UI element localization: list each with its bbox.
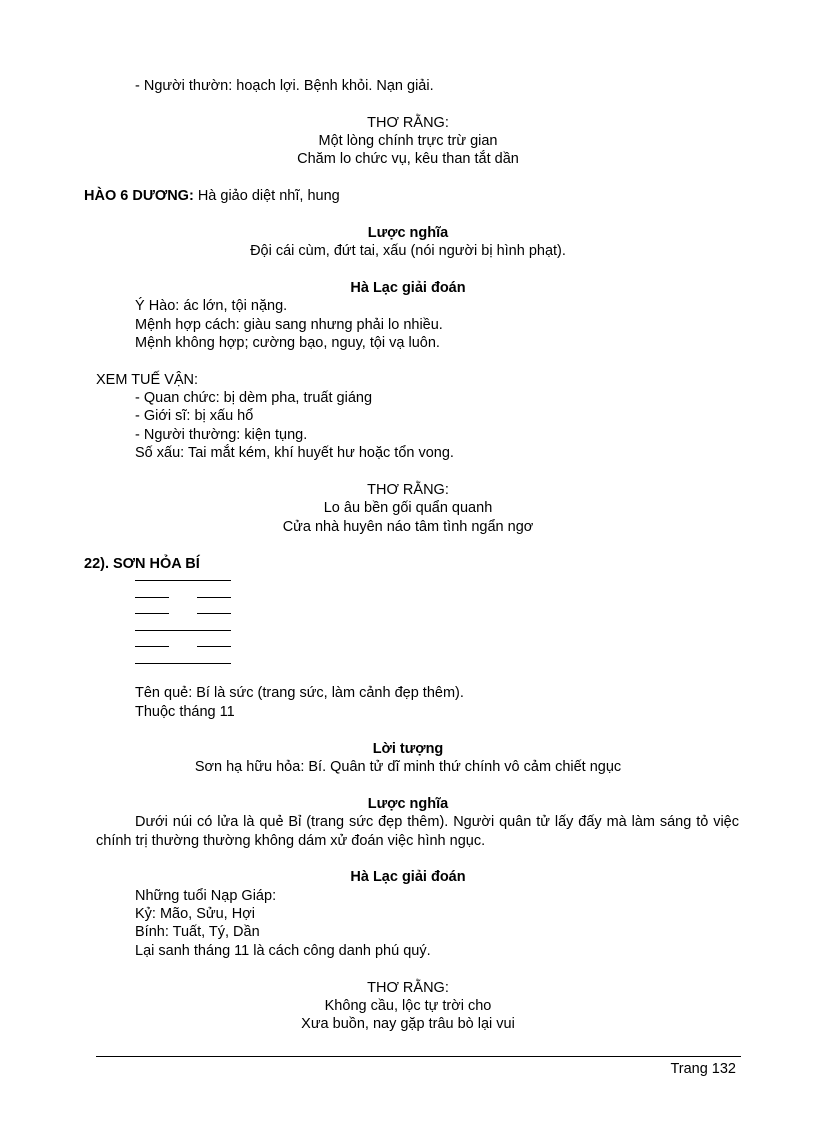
hao-text: Hà giảo diệt nhĩ, hung [193, 188, 340, 204]
text-line: Mệnh hợp cách: giàu sang nhưng phải lo nhiều. [135, 317, 443, 333]
section-heading: Lời tượng [372, 741, 444, 757]
section-heading: Hà Lạc giải đoán [350, 280, 466, 296]
section-heading: Lược nghĩa [367, 796, 449, 812]
page-number: Trang 132 [670, 1061, 736, 1077]
text-line: Lại sanh tháng 11 là cách công danh phú quý. [135, 943, 431, 959]
text-line: Ý Hào: ác lớn, tội nặng. [135, 298, 288, 314]
text-line: Số xấu: Tai mắt kém, khí huyết hư hoặc tổn vong. [135, 445, 454, 461]
paragraph: Dưới núi có lửa là quẻ Bỉ (trang sức đẹp thêm). Người quân tử lấy đấy mà làm sáng tỏ việc chính trị thường thường không dám xử đoán việc hình ngục. [96, 814, 739, 849]
footer-rule [96, 1056, 741, 1057]
text-line: Những tuổi Nạp Giáp: [135, 888, 277, 904]
poem-line: Cửa nhà huyên náo tâm tình ngẩn ngơ [282, 519, 534, 535]
poem-line: Một lòng chính trực trừ gian [318, 133, 498, 149]
text-line: Mệnh không hợp; cường bạo, nguy, tội vạ luôn. [135, 335, 440, 351]
chapter-heading: 22). SƠN HỎA BÍ [84, 556, 200, 572]
hao-label: HÀO 6 DƯƠNG: [84, 188, 194, 204]
hexagram-figure [135, 580, 231, 679]
hexagram-line-broken [135, 597, 231, 598]
text-line: Thuộc tháng 11 [135, 704, 235, 720]
text-line: - Người thường: kiện tụng. [135, 427, 308, 443]
poem-line: Chăm lo chức vụ, kêu than tắt dần [297, 151, 519, 167]
hao-heading [84, 187, 340, 206]
hexagram-line-solid [135, 663, 231, 664]
poem-heading: THƠ RẰNG: [367, 115, 449, 131]
text-line: - Người thườn: hoạch lợi. Bệnh khỏi. Nạn giải. [135, 78, 434, 94]
hexagram-line-solid [135, 580, 231, 581]
text-line: Tên quẻ: Bí là sức (trang sức, làm cảnh đẹp thêm). [135, 685, 464, 701]
hexagram-line-broken [135, 646, 231, 647]
text-line: Sơn hạ hữu hỏa: Bí. Quân tử dĩ minh thứ chính vô cảm chiết ngục [194, 759, 622, 775]
subsection-heading: XEM TUẾ VẬN: [96, 372, 199, 388]
poem-line: Không cầu, lộc tự trời cho [324, 998, 492, 1014]
poem-heading: THƠ RẰNG: [367, 482, 449, 498]
hexagram-line-broken [135, 613, 231, 614]
text-line: Đội cái cùm, đứt tai, xấu (nói người bị hình phạt). [250, 243, 566, 259]
text-line: - Giới sĩ: bị xấu hổ [135, 408, 254, 424]
poem-heading: THƠ RẰNG: [367, 980, 449, 996]
section-heading: Lược nghĩa [367, 225, 449, 241]
text-line: Bính: Tuất, Tý, Dần [135, 924, 260, 940]
poem-line: Lo âu bền gối quẩn quanh [323, 500, 493, 516]
section-heading: Hà Lạc giải đoán [350, 869, 466, 885]
poem-line: Xưa buồn, nay gặp trâu bò lại vui [301, 1016, 515, 1032]
hexagram-line-solid [135, 630, 231, 631]
text-line: - Quan chức: bị dèm pha, truất giáng [135, 390, 373, 406]
text-line: Kỷ: Mão, Sửu, Hợi [135, 906, 255, 922]
